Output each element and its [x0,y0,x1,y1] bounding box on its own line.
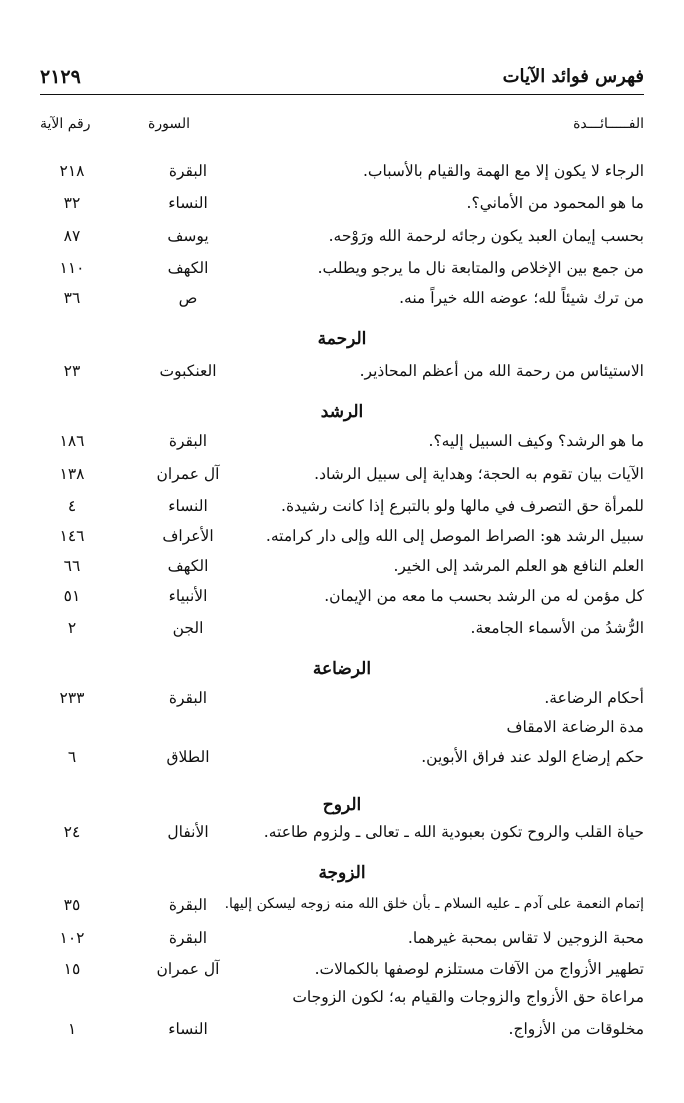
sura-name: العنكبوت [159,362,217,380]
sura-name: النساء [168,194,208,212]
section-heading: الروح [322,795,362,815]
ayah-number: ١٨٦ [59,432,85,450]
table-row [40,557,644,585]
table-row [40,1020,644,1048]
benefit-text: بحسب إيمان العبد يكون رجائه لرحمة الله ورَوْحه. [328,227,644,245]
page-title: فهرس فوائد الآيات [502,66,644,87]
table-row [40,465,644,493]
ayah-number: ١١٠ [59,259,85,277]
table-row [40,689,644,717]
sura-name: ص [178,289,198,307]
benefit-text: محبة الزوجين لا تقاس بمحبة غيرهما. [407,929,644,947]
table-row [40,162,644,190]
ayah-number: ٦٦ [63,557,81,575]
table-row [40,718,644,746]
sura-name: البقرة [168,929,208,947]
table-row [40,527,644,555]
table-row [40,988,644,1016]
page-number: ٢١٢٩ [40,66,81,88]
benefit-text: تطهير الأزواج من الآفات مستلزم لوصفها بالكمالات. [314,960,644,978]
column-header-ayah: رقم الآية [40,116,91,132]
sura-name: البقرة [168,162,208,180]
ayah-number: ٥١ [63,587,81,605]
benefit-text: مراعاة حق الأزواج والزوجات والقيام به؛ لكون الزوجات [292,988,644,1006]
benefit-text: العلم النافع هو العلم المرشد إلى الخير. [393,557,644,575]
benefit-text: الرُّشدُ من الأسماء الجامعة. [470,619,644,637]
table-row [40,432,644,460]
benefit-text: سبيل الرشد هو: الصراط الموصل إلى الله وإلى دار كرامته. [265,527,644,545]
benefit-text: الاستيئاس من رحمة الله من أعظم المحاذير. [359,362,644,380]
table-row [40,619,644,647]
ayah-number: ١٠٢ [59,929,85,947]
table-row [40,960,644,988]
table-row [40,896,644,924]
ayah-number: ٢٣ [63,362,81,380]
benefit-text: حياة القلب والروح تكون بعبودية الله ـ تعالى ـ ولزوم طاعته. [263,823,644,841]
benefit-text: حكم إرضاع الولد عند فراق الأبوين. [421,748,644,766]
sura-name: آل عمران [156,465,220,483]
section-heading: الرشد [320,402,364,422]
table-row [40,227,644,255]
benefit-text: من ترك شيئاً لله؛ عوضه الله خيراً منه. [399,289,644,307]
column-header-sura: السورة [148,116,190,132]
benefit-text: الآيات بيان تقوم به الحجة؛ وهداية إلى سبيل الرشاد. [314,465,644,483]
sura-name: البقرة [168,689,208,707]
table-row [40,259,644,287]
ayah-number: ٢١٨ [59,162,85,180]
sura-name: النساء [168,497,208,515]
sura-name: الكهف [167,259,209,277]
ayah-number: ٦ [67,748,77,766]
sura-name: الأعراف [162,527,214,545]
ayah-number: ٣٦ [63,289,81,307]
table-row [40,497,644,525]
column-header-benefit: الفـــــائـــدة [573,116,644,132]
page-header [40,64,644,95]
benefit-text: مخلوقات من الأزواج. [508,1020,644,1038]
sura-name: الجن [172,619,204,637]
sura-name: الطلاق [166,748,210,766]
benefit-text: إتمام النعمة على آدم ـ عليه السلام ـ بأن خلق الله منه زوجه ليسكن إليها. [224,896,644,912]
section-heading: الزوجة [318,863,366,883]
section-heading: الرضاعة [312,659,372,679]
sura-name: الأنبياء [168,587,208,605]
table-row [40,362,644,390]
benefit-text: كل مؤمن له من الرشد بحسب ما معه من الإيمان. [324,587,644,605]
ayah-number: ١ [67,1020,77,1038]
benefit-text: ما هو المحمود من الأماني؟. [466,194,644,212]
ayah-number: ٢ [67,619,77,637]
sura-name: البقرة [168,896,208,914]
benefit-text: أحكام الرضاعة. [544,689,644,707]
sura-name: البقرة [168,432,208,450]
benefit-text: الرجاء لا يكون إلا مع الهمة والقيام بالأسباب. [362,162,644,180]
table-row [40,929,644,957]
sura-name: آل عمران [156,960,220,978]
table-row [40,289,644,317]
sura-name: يوسف [167,227,209,245]
ayah-number: ٢٣٣ [59,689,85,707]
benefit-text: للمرأة حق التصرف في مالها ولو بالتبرع إذا كانت رشيدة. [281,497,644,515]
sura-name: الكهف [167,557,209,575]
table-row [40,587,644,615]
ayah-number: ١٤٦ [59,527,85,545]
table-row [40,823,644,851]
benefit-text: ما هو الرشد؟ وكيف السبيل إليه؟. [428,432,644,450]
ayah-number: ٣٢ [63,194,81,212]
sura-name: النساء [168,1020,208,1038]
table-row [40,748,644,776]
ayah-number: ٣٥ [63,896,81,914]
ayah-number: ٤ [67,497,77,515]
ayah-number: ٨٧ [63,227,81,245]
benefit-text: مدة الرضاعة الامقاف [506,718,644,736]
benefit-text: من جمع بين الإخلاص والمتابعة نال ما يرجو ويطلب. [317,259,644,277]
ayah-number: ٢٤ [63,823,81,841]
sura-name: الأنفال [167,823,209,841]
section-heading: الرحمة [317,329,367,349]
ayah-number: ١٣٨ [59,465,85,483]
table-row [40,194,644,222]
ayah-number: ١٥ [63,960,81,978]
